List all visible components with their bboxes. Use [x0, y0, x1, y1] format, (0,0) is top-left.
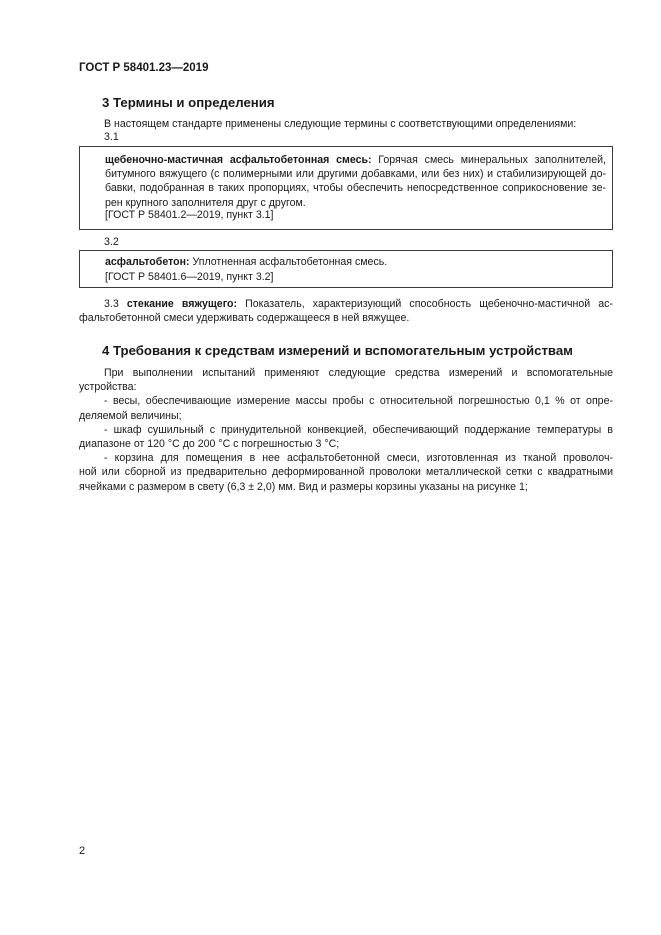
term-3-1-line-4: рен крупного заполнителя друг с другом.	[105, 196, 306, 209]
term-3-3-line-1	[79, 297, 613, 311]
section-4-item-oven: - шкаф сушильный с принудительной конвекцией, обеспечивающий поддержание температуры в	[104, 423, 613, 436]
page-number: 2	[79, 845, 86, 857]
section-4-title: 4 Требования к средствам измерений и вспомогательным устройствам	[102, 343, 573, 358]
term-3-1-box	[79, 146, 613, 230]
section-4-line-8: ной или сборной из предварительно деформированной проволоки металлической сетки с квадратными	[79, 466, 613, 479]
term-3-2-term: асфальтобетон:	[105, 256, 190, 268]
term-3-3-number: 3.3	[104, 298, 119, 310]
section-3-intro: В настоящем стандарте применены следующие термины с соответствующими определениями:	[104, 118, 577, 130]
term-3-1-line-1	[105, 153, 606, 167]
term-3-2-reference: [ГОСТ Р 58401.6—2019, пункт 3.2]	[105, 271, 274, 283]
section-3-title: 3 Термины и определения	[102, 95, 275, 110]
term-3-1-line-2: битумного вяжущего (с полимерными или другими добавками, или без них) и стабилизирующей до-	[105, 168, 606, 181]
section-4-line-4: деляемой величины;	[79, 409, 182, 422]
section-4-line-1: При выполнении испытаний применяют следующие средства измерений и вспомогательные	[104, 367, 613, 379]
section-4-item-scales: - весы, обеспечивающие измерение массы пробы с относительной погрешностью 0,1 % от опре-	[104, 395, 613, 408]
term-3-3-term: стекание вяжущего:	[126, 298, 237, 310]
term-3-1-number: 3.1	[104, 131, 119, 143]
term-3-1-line-3: бавки, подобранная в таких пропорциях, чтобы обеспечить непосредственное соприкосновение зе-	[105, 182, 606, 195]
document-id-header: ГОСТ Р 58401.23—2019	[79, 62, 209, 74]
term-3-1-term: щебеночно-мастичная асфальтобетонная смесь:	[105, 154, 372, 166]
section-4-item-basket: - корзина для помещения в нее асфальтобетонной смеси, изготовленная из тканой проволоч-	[104, 452, 613, 465]
section-4-line-9: ячейками с размером в свету (6,3 ± 2,0) мм. Вид и размеры корзины указаны на рисунке 1;	[79, 480, 528, 493]
term-3-1-reference: [ГОСТ Р 58401.2—2019, пункт 3.1]	[105, 209, 274, 221]
term-3-3-def-part-1: Показатель, характеризующий способность щебеночно-мастичной ас-	[236, 298, 613, 310]
term-3-2-definition	[105, 255, 606, 269]
term-3-2-number: 3.2	[104, 236, 119, 248]
term-3-2-def: Уплотненная асфальтобетонная смесь.	[189, 256, 388, 268]
term-3-3-line-2: фальтобетонной смеси удерживать содержащееся в ней вяжущее.	[79, 312, 410, 325]
section-4-line-2: устройства:	[79, 381, 137, 394]
section-4-body	[79, 366, 613, 494]
term-3-1-def-part-1: Горячая смесь минеральных заполнителей,	[371, 154, 606, 166]
term-3-3-paragraph	[79, 297, 613, 325]
section-4-line-6: диапазоне от 120 °С до 200 °С с погрешностью 3 °С;	[79, 438, 340, 451]
term-3-1-definition	[105, 153, 606, 210]
term-3-2-box	[79, 250, 613, 288]
